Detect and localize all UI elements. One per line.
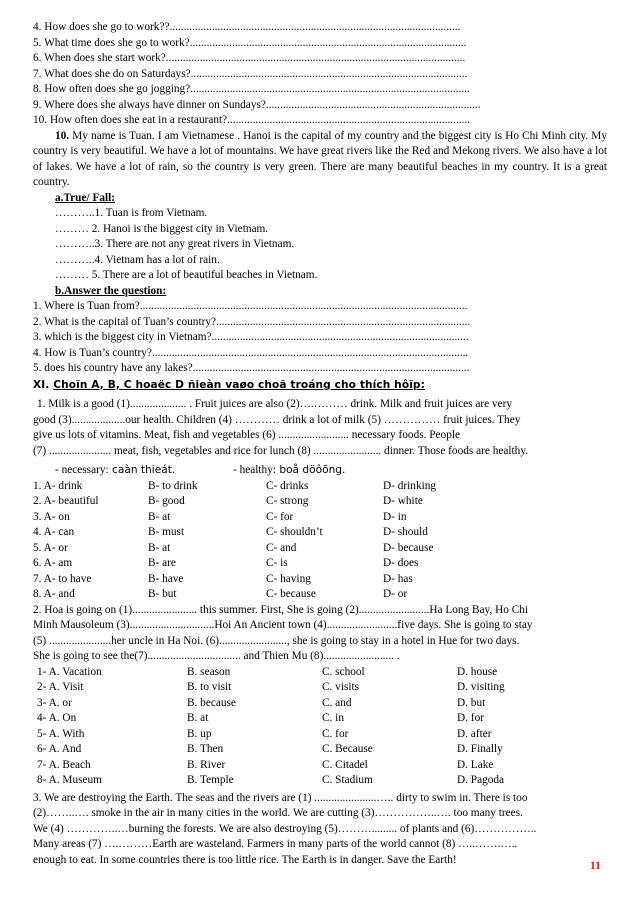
- passage-text: My name is Tuan. I am Vietnamese . Hanoi is the capital of my country and the biggest city is Ho Chi Minh city. My country is very beautiful. We have a lot of mountains. We have great rivers like the Red and Mekong rivers. We also have a lot of lakes. We have a lot of rain, so the country is very green. There are many beautiful beaches in my country. It is a great country.: [33, 129, 607, 188]
- option-b: B- have: [148, 572, 184, 585]
- answer-question: 4. How is Tuan’s country?................................................................................................................: [33, 346, 469, 359]
- exercise-line: good (3)...................our health. Children (4) ………… drink a lot of milk (5) …………… fruit juices. They: [33, 413, 521, 426]
- worksheet-page: [33, 20, 607, 868]
- option-row: [33, 773, 607, 789]
- question-line: 7. What does she do on Saturdays?..................................................................................................: [33, 67, 468, 80]
- option-a: 4- A. On: [37, 712, 77, 724]
- option-d: D- drinking: [383, 479, 437, 492]
- option-d: D. but: [457, 696, 486, 709]
- answer-question-heading: b.Answer the question:: [55, 284, 167, 297]
- option-c: C- having: [266, 572, 311, 585]
- option-row: [33, 727, 607, 743]
- exercise-line: (7) ...................... meat, fish, vegetables and rice for lunch (8) ........................ dinner. Those foods are healthy.: [33, 444, 529, 457]
- exercise-line: We (4) …………..…burning the forests. We are also destroying (5)………......... of plants and (6)……………..: [33, 822, 537, 835]
- option-c: C- for: [266, 510, 294, 523]
- top-questions: [33, 20, 607, 129]
- option-row: [33, 587, 607, 603]
- exercise-line: 3. We are destroying the Earth. The seas and the rivers are (1) ......................….. dirty to swim in. There is too: [33, 791, 528, 804]
- exercise-line: She is going to see the(7)................................. and Thien Mu (8)......................... .: [33, 650, 400, 662]
- option-c: C- and: [266, 541, 297, 554]
- option-row: [33, 680, 607, 696]
- option-a: 7- A. Beach: [37, 758, 91, 771]
- option-b: B. up: [187, 727, 212, 740]
- option-row: [33, 556, 607, 572]
- option-c: C. for: [322, 727, 349, 740]
- option-c: C. Stadium: [322, 774, 373, 786]
- option-b: B. season: [187, 665, 231, 678]
- answer-question-list: [33, 299, 607, 377]
- exercise-3-text: [33, 791, 607, 869]
- exercise-line: (2)……..…. smoke in the air in many cities in the world. We are cutting (3)……………..…. too many trees.: [33, 807, 523, 819]
- question-line: 4. How does she go to work??.......................................................................................................: [33, 21, 461, 33]
- option-b: B- at: [148, 541, 171, 554]
- option-b: B- to drink: [148, 479, 198, 492]
- option-a: 1- A. Vacation: [37, 665, 102, 678]
- option-row: [33, 510, 607, 526]
- option-b: B. to visit: [187, 681, 232, 693]
- option-b: B- are: [148, 557, 176, 569]
- vocab-word: - necessary:: [55, 464, 109, 476]
- option-b: B. at: [187, 712, 209, 724]
- vocab-healthy: [233, 463, 345, 479]
- option-a: 2. A- beautiful: [33, 495, 99, 507]
- question-line: 10. How often does she eat in a restaurant?......................................................................................: [33, 114, 471, 126]
- answer-question: 2. What is the capital of Tuan’s country?..........................................................................................: [33, 315, 471, 328]
- true-false-list: [33, 206, 607, 284]
- vocab-necessary: [55, 463, 233, 479]
- option-d: D. Lake: [457, 758, 494, 771]
- exercise-line: 1. Milk is a good (1).................... . Fruit juices are also (2)….……… drink. Milk and fruit juices are very: [37, 398, 513, 410]
- question-line: 9. Where does she always have dinner on Sundays?............................................................................: [33, 98, 481, 111]
- option-a: 5- A. With: [37, 727, 85, 740]
- option-row: [33, 742, 607, 758]
- answer-question: 3. which is the biggest city in Vietnam?...........................................................................................: [33, 331, 469, 343]
- option-a: 8. A- and: [33, 588, 75, 600]
- answer-question: 5. does his country have any lakes?..................................................................................................: [33, 362, 470, 374]
- option-c: C- strong: [266, 495, 309, 507]
- option-c: C. visits: [322, 681, 360, 693]
- option-row: [33, 665, 607, 681]
- option-b: B- good: [148, 495, 185, 507]
- true-false-heading: a.True/ Fall:: [55, 191, 116, 204]
- option-a: 6- A. And: [37, 743, 82, 755]
- question-line: 8. How often does she go jogging?...................................................................................................: [33, 83, 470, 95]
- exercise-1-text: [33, 397, 607, 459]
- option-b: B. because: [187, 696, 236, 709]
- section-xi-heading: [33, 378, 607, 394]
- option-d: D. visiting: [457, 681, 505, 693]
- option-c: C. Because: [322, 743, 373, 755]
- option-row: [33, 572, 607, 588]
- option-c: C. in: [322, 712, 344, 724]
- option-b: B- must: [148, 526, 185, 538]
- option-row: [33, 758, 607, 774]
- reading-passage: [33, 129, 607, 191]
- true-false-item: ………..3. There are not any great rivers in Vietnam.: [55, 238, 295, 250]
- option-d: D. Pagoda: [457, 774, 505, 786]
- option-b: B. Temple: [187, 774, 234, 786]
- exercise-line: enough to eat. In some countries there is too little rice. The Earth is in danger. Save the Earth!: [33, 853, 457, 866]
- true-false-item: ………..1. Tuan is from Vietnam.: [55, 207, 208, 219]
- vocab-meaning: boå döôõng.: [275, 464, 346, 476]
- option-row: [33, 541, 607, 557]
- question-line: 5. What time does she go to work?..................................................................................................: [33, 36, 467, 49]
- option-row: [33, 711, 607, 727]
- option-c: C. and: [322, 696, 352, 709]
- option-b: B- but: [148, 588, 177, 600]
- option-d: D- white: [383, 495, 423, 507]
- option-a: 4. A- can: [33, 526, 75, 538]
- true-false-item: ……… 2. Hanoi is the biggest city in Vietnam.: [55, 222, 269, 235]
- option-b: B- at: [148, 510, 171, 523]
- option-c: C. school: [322, 665, 365, 678]
- option-a: 1. A- drink: [33, 479, 83, 492]
- option-d: D- should: [383, 526, 428, 538]
- option-d: D- in: [383, 510, 407, 523]
- option-c: C- is: [266, 557, 288, 569]
- option-row: [33, 525, 607, 541]
- exercise-1-options: [33, 479, 607, 603]
- option-a: 8- A. Museum: [37, 774, 102, 786]
- exercise-2-text: [33, 603, 607, 665]
- option-row: [33, 696, 607, 712]
- exercise-2-options: [33, 665, 607, 789]
- section-title: Choïn A, B, C hoaëc D ñieàn vaøo choã troáng cho thích hôïp:: [53, 378, 425, 391]
- exercise-line: Minh Mausoleum (3)..............................Hoi An Ancient town (4).........................five days. She is going to stay: [33, 619, 533, 631]
- option-c: C- drinks: [266, 479, 309, 492]
- option-a: 7. A- to have: [33, 572, 92, 585]
- option-d: D- or: [383, 588, 408, 600]
- option-a: 3- A. or: [37, 696, 72, 709]
- question-line: 6. When does she start work?..........................................................................................................: [33, 52, 466, 64]
- option-row: [33, 494, 607, 510]
- option-d: D. Finally: [457, 743, 503, 755]
- exercise-line: (5) ......................her uncle in Ha Noi. (6)........................, she is going to stay in a hotel in Hue for two days.: [33, 634, 520, 647]
- option-c: C- shouldn’t: [266, 526, 323, 538]
- option-d: D- does: [383, 557, 419, 569]
- option-b: B. River: [187, 758, 226, 771]
- option-d: D. after: [457, 727, 492, 740]
- section-number: XI.: [33, 378, 50, 391]
- option-d: D- because: [383, 541, 434, 554]
- option-d: D. for: [457, 712, 484, 724]
- page-number: 11: [590, 860, 601, 872]
- vocab-meaning: caàn thieát.: [108, 464, 176, 476]
- option-d: D- has: [383, 572, 413, 585]
- option-a: 2- A. Visit: [37, 681, 84, 693]
- option-b: B. Then: [187, 743, 224, 755]
- option-c: C. Citadel: [322, 758, 368, 771]
- true-false-item: ……… 5. There are a lot of beautiful beaches in Vietnam.: [55, 269, 318, 281]
- true-false-item: ………..4. Vietnam has a lot of rain.: [55, 253, 220, 266]
- passage-number: 10.: [55, 129, 70, 142]
- option-a: 3. A- on: [33, 510, 70, 523]
- option-a: 5. A- or: [33, 541, 68, 554]
- option-row: [33, 479, 607, 495]
- vocabulary-notes: [33, 463, 607, 479]
- exercise-line: give us lots of vitamins. Meat, fish and vegetables (6) ......................... necessary foods. People: [33, 429, 461, 441]
- exercise-line: Many areas (7) ….………Earth are wasteland. Farmers in many parts of the world cannot (8) …..…….…..: [33, 838, 518, 850]
- vocab-word: - healthy:: [233, 464, 276, 476]
- answer-question: 1. Where is Tuan from?....................................................................................................................: [33, 300, 468, 312]
- option-a: 6. A- am: [33, 557, 73, 569]
- option-d: D. house: [457, 665, 498, 678]
- exercise-line: 2. Hoa is going on (1)....................... this summer. First, She is going (2).........................Ha Long Bay, Ho Chi: [33, 603, 529, 616]
- option-c: C- because: [266, 588, 316, 600]
